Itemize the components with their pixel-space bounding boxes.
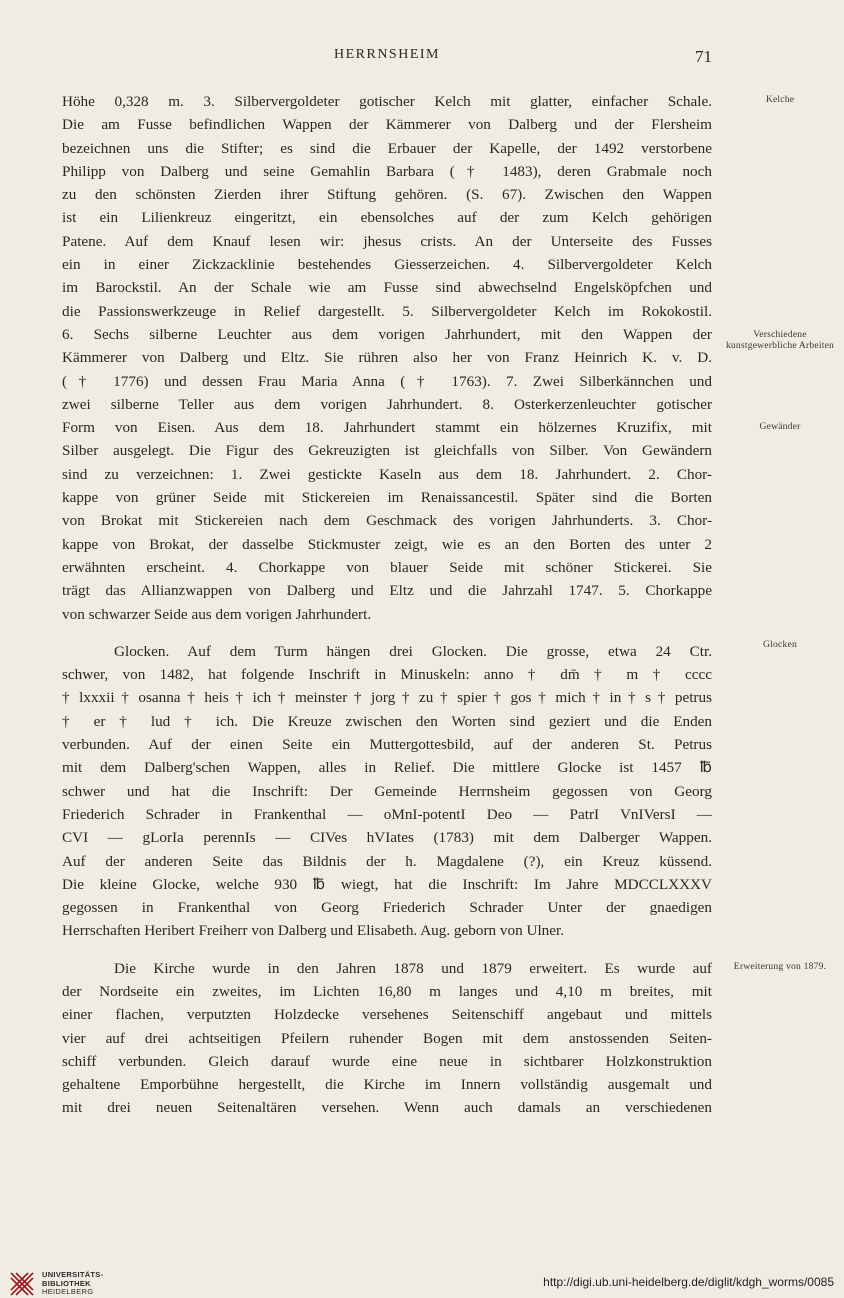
text-line: † er † lud † ich. Die Kreuze zwischen den Worten sind geziert und die Enden <box>62 712 712 730</box>
body-text <box>62 90 712 1120</box>
library-name-line: HEIDELBERG <box>42 1287 94 1297</box>
text-line: mit dem Dalberg'schen Wappen, alles in Relief. Die mittlere Glocke ist 1457 ℔ <box>62 759 712 777</box>
library-logo-icon <box>8 1270 36 1298</box>
text-line: schwer, von 1482, hat folgende Inschrift in Minuskeln: anno † dm̄ † m † cccc <box>62 666 712 684</box>
library-name-line: BIBLIOTHEK <box>42 1278 91 1288</box>
text-line: zu den schönsten Zierden ihrer Stiftung gehören. (S. 67). Zwischen den Wappen <box>62 186 712 204</box>
text-line: bezeichnen uns die Stifter; es sind die Erbauer der Kapelle, der 1492 verstorbene <box>62 139 712 157</box>
text-line: († 1776) und dessen Frau Maria Anna († 1763). 7. Zwei Silberkännchen und <box>62 372 712 390</box>
margin-note-arbeiten: Verschiedene kunstgewerbliche Arbeiten <box>725 329 835 351</box>
source-url-link[interactable]: http://digi.ub.uni-heidelberg.de/diglit/kdgh_worms/0085 <box>543 1275 834 1289</box>
text-line: von Brokat mit Stickereien nach dem Geschmack des vorigen Jahrhunderts. 3. Chor- <box>62 512 712 530</box>
text-line: ist ein Lilienkreuz eingeritzt, ein ebensolches auf der zum Kelch gehörigen <box>62 209 712 227</box>
text-line: im Barockstil. An der Schale wie am Fusse sind abwechselnd Engelsköpfchen und <box>62 279 712 297</box>
text-line: 6. Sechs silberne Leuchter aus dem vorigen Jahrhundert, mit den Wappen der <box>62 325 712 343</box>
text-line: erwähnten erscheint. 4. Chorkappe von blauer Seide mit schöner Stickerei. Sie <box>62 558 712 576</box>
text-line: † lxxxii † osanna † heis † ich † meinster † jorg † zu † spier † gos † mich † in † s † petrus <box>62 689 712 707</box>
margin-note-glocken: Glocken <box>763 639 797 650</box>
page-number: 71 <box>695 47 712 66</box>
text-line: schwer und hat die Inschrift: Der Gemeinde Herrnsheim gegossen von Georg <box>62 782 712 800</box>
text-line: Die am Fusse befindlichen Wappen der Kämmerer von Dalberg und der Flersheim <box>62 116 712 134</box>
text-line: Die Kirche wurde in den Jahren 1878 und 1879 erweitert. Es wurde auf <box>114 959 712 977</box>
margin-note-gewaender: Gewänder <box>759 421 801 432</box>
text-line: Silber ausgelegt. Die Figur des Gekreuzigten ist gleichfalls von Silber. Von Gewändern <box>62 442 712 460</box>
text-line: Glocken. Auf dem Turm hängen drei Glocken. Die grosse, etwa 24 Ctr. <box>114 642 712 660</box>
running-title: HERRNSHEIM <box>333 47 440 62</box>
text-line: Friederich Schrader in Frankenthal — oMnI-potentI Deo — PatrI VnIVersI — <box>62 805 712 823</box>
text-line: gehaltene Emporbühne hergestellt, die Kirche im Innern vollständig ausgemalt und <box>62 1076 712 1094</box>
text-line: Die kleine Glocke, welche 930 ℔ wiegt, hat die Inschrift: Im Jahre MDCCLXXXV <box>62 875 712 893</box>
text-line: Herrschaften Heribert Freiherr von Dalberg und Elisabeth. Aug. geborn von Ulner. <box>62 922 565 940</box>
text-line: kappe von Brokat, der dasselbe Stickmuster zeigt, wie es an den Borten des unter 2 <box>62 535 712 553</box>
text-line: Höhe 0,328 m. 3. Silbervergoldeter gotischer Kelch mit glatter, einfacher Schale. <box>62 93 712 110</box>
text-line: CVI — gLorIa perennIs — CIVes hVIates (1783) mit dem Dalberger Wappen. <box>62 829 712 847</box>
text-line: der Nordseite ein zweites, im Lichten 16,80 m langes und 4,10 m breites, mit <box>62 982 712 1000</box>
text-line: vier auf drei achtseitigen Pfeilern ruhender Bogen mit dem anstossenden Seiten- <box>62 1029 712 1047</box>
text-line: sind zu verzeichnen: 1. Zwei gestickte Kaseln aus dem 18. Jahrhundert. 2. Chor- <box>62 465 712 483</box>
text-line: Philipp von Dalberg und seine Gemahlin Barbara († 1483), deren Grabmale noch <box>62 162 712 180</box>
text-line: verbunden. Auf der einen Seite ein Muttergottesbild, auf der anderen St. Petrus <box>62 736 712 754</box>
margin-note-kelche: Kelche <box>765 94 795 105</box>
margin-note-erweiterung: Erweiterung von 1879. <box>733 961 827 972</box>
text-line: von schwarzer Seide aus dem vorigen Jahrhundert. <box>62 605 372 623</box>
text-line: zwei silberne Teller aus dem vorigen Jahrhundert. 8. Osterkerzenleuchter gotischer <box>62 395 712 413</box>
footer-bar <box>0 1262 844 1297</box>
text-line: Form von Eisen. Aus dem 18. Jahrhundert stammt ein hölzernes Kruzifix, mit <box>62 419 712 437</box>
text-line: Kämmerer von Dalberg und Eltz. Sie rühren also her von Franz Heinrich K. v. D. <box>62 349 712 367</box>
text-line: Patene. Auf dem Knauf lesen wir: jhesus crists. An der Unterseite des Fusses <box>62 232 712 250</box>
text-line: schiff verbunden. Gleich darauf wurde eine neue in sichtbarer Holzkonstruktion <box>62 1052 712 1070</box>
text-line: mit drei neuen Seitenaltären versehen. Wenn auch damals an verschiedenen <box>62 1099 712 1117</box>
text-line: kappe von grüner Seide mit Stickereien im Renaissancestil. Später sind die Borten <box>62 489 712 507</box>
text-line: ein in einer Zickzacklinie bestehendes Giesserzeichen. 4. Silbervergoldeter Kelch <box>62 256 712 274</box>
library-name-line: UNIVERSITÄTS- <box>42 1270 104 1279</box>
text-line: gegossen in Frankenthal von Georg Friederich Schrader Unter der gnaedigen <box>62 899 712 917</box>
text-line: einer flachen, verputzten Holzdecke versehenes Seitenschiff angebaut und mittels <box>62 1006 712 1024</box>
page-header <box>62 47 712 69</box>
text-line: die Passionswerkzeuge in Relief dargestellt. 5. Silbervergoldeter Kelch im Rokokostil. <box>62 302 712 320</box>
text-line: Auf der anderen Seite das Bildnis der h. Magdalene (?), ein Kreuz küssend. <box>62 852 712 870</box>
library-name <box>42 1271 103 1297</box>
text-line: trägt das Allianzwappen von Dalberg und Eltz und die Jahrzahl 1747. 5. Chorkappe <box>62 582 712 600</box>
